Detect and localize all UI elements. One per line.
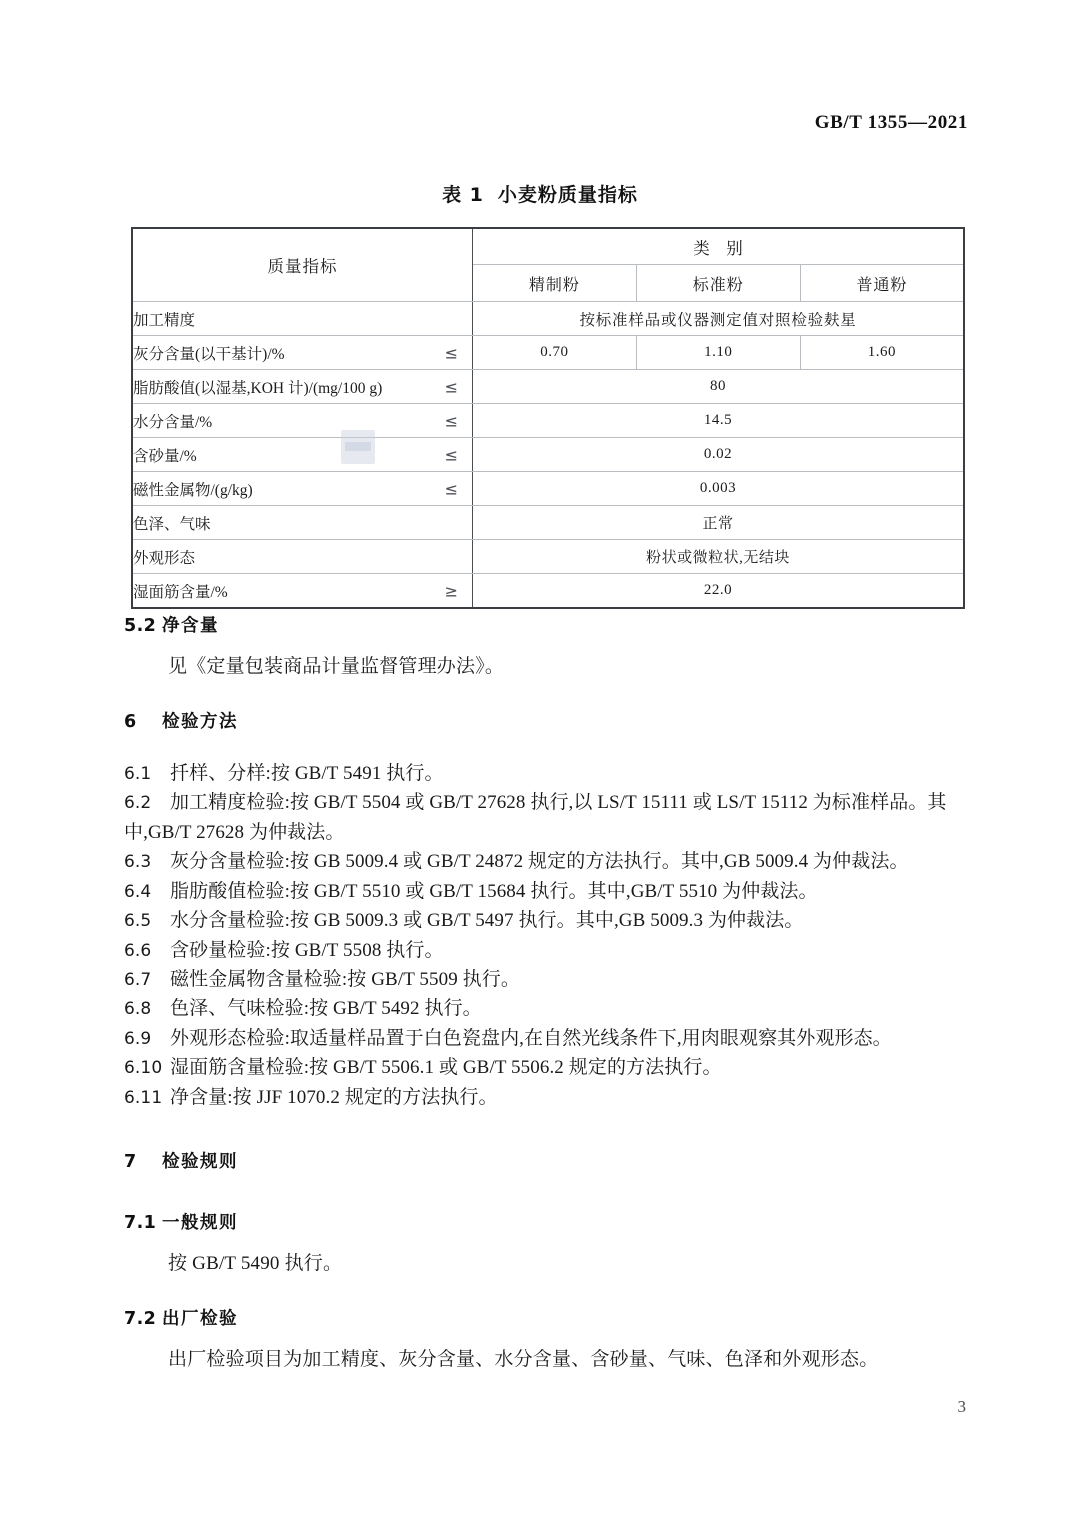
clause-6-11-number: 6.11 bbox=[124, 1087, 163, 1108]
table-header-category: 类 别 bbox=[473, 228, 965, 265]
row-operator: ≤ bbox=[444, 479, 458, 498]
table-row bbox=[132, 574, 964, 609]
row-label-appearance bbox=[132, 540, 473, 574]
clause-6-9 bbox=[124, 1024, 969, 1053]
clause-6-5-text: 水分含量检验:按 GB 5009.3 或 GB/T 5497 执行。其中,GB 5009.3 为仲裁法。 bbox=[170, 910, 804, 932]
clause-6-10-text: 湿面筋含量检验:按 GB/T 5506.1 或 GB/T 5506.2 规定的方法执行。 bbox=[170, 1057, 722, 1079]
clause-6-6-number: 6.6 bbox=[124, 940, 152, 961]
clause-6-8-text: 色泽、气味检验:按 GB/T 5492 执行。 bbox=[170, 998, 482, 1020]
clause-6-5 bbox=[124, 906, 969, 935]
paragraph-7-2-body: 出厂检验项目为加工精度、灰分含量、水分含量、含砂量、气味、色泽和外观形态。 bbox=[168, 1349, 879, 1370]
table-row bbox=[132, 472, 964, 506]
clause-6-1 bbox=[124, 759, 969, 788]
row-operator: ≤ bbox=[444, 343, 458, 362]
row-label-sand-content bbox=[132, 438, 473, 472]
row-label-text: 磁性金属物/(g/kg) bbox=[133, 481, 253, 499]
clause-6-10 bbox=[124, 1053, 969, 1082]
quality-index-table-wrapper bbox=[131, 227, 965, 609]
heading-6-number: 6 bbox=[124, 711, 137, 732]
clause-6-8 bbox=[124, 994, 969, 1023]
clause-6-3 bbox=[124, 847, 969, 876]
row-value-color-odor: 正常 bbox=[473, 506, 965, 540]
heading-7-2 bbox=[124, 1305, 969, 1330]
row-label-text: 湿面筋含量/% bbox=[133, 583, 228, 601]
heading-7 bbox=[124, 1148, 969, 1173]
row-label-magnetic-metal bbox=[132, 472, 473, 506]
row-label-text: 色泽、气味 bbox=[133, 515, 211, 533]
paragraph-7-1-body: 按 GB/T 5490 执行。 bbox=[168, 1253, 343, 1275]
table-header-standard-flour: 标准粉 bbox=[636, 265, 800, 302]
row-label-text: 加工精度 bbox=[133, 311, 196, 329]
heading-6-title: 检验方法 bbox=[162, 711, 238, 732]
row-value-sand-content: 0.02 bbox=[473, 438, 965, 472]
heading-7-2-title: 出厂检验 bbox=[162, 1309, 238, 1329]
heading-7-1 bbox=[124, 1209, 969, 1234]
row-value-moisture-content: 14.5 bbox=[473, 404, 965, 438]
table-header-quality-index: 质量指标 bbox=[132, 228, 473, 302]
table-row bbox=[132, 370, 964, 404]
heading-7-title: 检验规则 bbox=[162, 1152, 238, 1173]
row-operator: ≤ bbox=[444, 411, 458, 430]
table-row bbox=[132, 302, 964, 336]
row-label-moisture-content bbox=[132, 404, 473, 438]
row-label-wet-gluten bbox=[132, 574, 473, 609]
row-value-appearance: 粉状或微粒状,无结块 bbox=[473, 540, 965, 574]
heading-7-1-number: 7.1 bbox=[124, 1213, 157, 1234]
row-value-fatty-acid-value: 80 bbox=[473, 370, 965, 404]
clause-6-4-text: 脂肪酸值检验:按 GB/T 5510 或 GB/T 15684 执行。其中,GB/T 5510 为仲裁法。 bbox=[170, 880, 818, 902]
row-label-color-odor bbox=[132, 506, 473, 540]
clause-6-7-number: 6.7 bbox=[124, 969, 152, 990]
heading-7-2-number: 7.2 bbox=[124, 1309, 157, 1329]
table-row bbox=[132, 404, 964, 438]
row-operator: ≥ bbox=[444, 581, 458, 600]
document-body bbox=[124, 612, 969, 1375]
clause-6-3-text: 灰分含量检验:按 GB 5009.4 或 GB/T 24872 规定的方法执行。其中,GB 5009.4 为仲裁法。 bbox=[170, 851, 909, 873]
table-caption bbox=[0, 180, 1080, 207]
row-label-text: 脂肪酸值(以湿基,KOH 计)/(mg/100 g) bbox=[133, 379, 383, 397]
heading-5-2-title: 净含量 bbox=[162, 616, 219, 636]
table-header-refined-flour: 精制粉 bbox=[473, 265, 637, 302]
heading-6 bbox=[124, 708, 969, 733]
document-header-standard-code: GB/T 1355—2021 bbox=[814, 112, 968, 133]
table-caption-title: 小麦粉质量指标 bbox=[497, 184, 638, 206]
row-label-text: 水分含量/% bbox=[133, 413, 213, 431]
row-value-wet-gluten: 22.0 bbox=[473, 574, 965, 609]
clause-6-3-number: 6.3 bbox=[124, 852, 152, 873]
clause-6-6 bbox=[124, 936, 969, 965]
quality-index-table bbox=[131, 227, 965, 609]
clause-6-4-number: 6.4 bbox=[124, 881, 152, 902]
table-header-row-group bbox=[132, 228, 964, 265]
clause-6-2-text: 加工精度检验:按 GB/T 5504 或 GB/T 27628 执行,以 LS/T 15111 或 LS/T 15112 为标准样品。其中,GB/T 27628 为仲裁法。 bbox=[124, 792, 947, 843]
row-label-fatty-acid-value bbox=[132, 370, 473, 404]
clause-6-1-text: 扦样、分样:按 GB/T 5491 执行。 bbox=[170, 762, 444, 784]
clause-6-1-number: 6.1 bbox=[124, 763, 152, 784]
row-label-ash-content bbox=[132, 336, 473, 370]
heading-5-2-number: 5.2 bbox=[124, 616, 157, 636]
heading-7-number: 7 bbox=[124, 1152, 137, 1173]
table-header-ordinary-flour: 普通粉 bbox=[800, 265, 964, 302]
clause-6-11 bbox=[124, 1083, 969, 1112]
page-number: 3 bbox=[957, 1397, 966, 1416]
clause-6-11-text: 净含量:按 JJF 1070.2 规定的方法执行。 bbox=[170, 1086, 498, 1108]
clause-6-9-text: 外观形态检验:取适量样品置于白色瓷盘内,在自然光线条件下,用肉眼观察其外观形态。 bbox=[170, 1027, 892, 1049]
clause-6-7 bbox=[124, 965, 969, 994]
row-value-ash-ordinary: 1.60 bbox=[800, 336, 964, 370]
heading-7-1-title: 一般规则 bbox=[162, 1213, 238, 1234]
clause-6-2 bbox=[124, 788, 969, 847]
row-value-processing-precision: 按标准样品或仪器测定值对照检验麸星 bbox=[473, 302, 965, 336]
row-label-processing-precision bbox=[132, 302, 473, 336]
heading-5-2 bbox=[124, 612, 969, 637]
clause-6-8-number: 6.8 bbox=[124, 999, 152, 1020]
row-operator: ≤ bbox=[444, 445, 458, 464]
row-value-magnetic-metal: 0.003 bbox=[473, 472, 965, 506]
clause-6-5-number: 6.5 bbox=[124, 911, 152, 932]
row-label-text: 含砂量/% bbox=[133, 447, 197, 465]
paragraph-5-2-body: 见《定量包装商品计量监督管理办法》。 bbox=[168, 656, 505, 677]
row-value-ash-refined: 0.70 bbox=[473, 336, 637, 370]
table-row bbox=[132, 540, 964, 574]
row-label-text: 外观形态 bbox=[133, 549, 196, 567]
clause-6-2-number: 6.2 bbox=[124, 793, 152, 814]
row-value-ash-standard: 1.10 bbox=[636, 336, 800, 370]
table-row bbox=[132, 438, 964, 472]
table-caption-number: 表 1 bbox=[442, 184, 484, 206]
row-operator: ≤ bbox=[444, 377, 458, 396]
table-row bbox=[132, 336, 964, 370]
clause-6-10-number: 6.10 bbox=[124, 1058, 163, 1079]
table-row bbox=[132, 506, 964, 540]
row-label-text: 灰分含量(以干基计)/% bbox=[133, 345, 285, 363]
clause-6-7-text: 磁性金属物含量检验:按 GB/T 5509 执行。 bbox=[170, 968, 520, 990]
clause-6-4 bbox=[124, 877, 969, 906]
clause-6-6-text: 含砂量检验:按 GB/T 5508 执行。 bbox=[170, 939, 444, 961]
clause-6-9-number: 6.9 bbox=[124, 1028, 152, 1049]
